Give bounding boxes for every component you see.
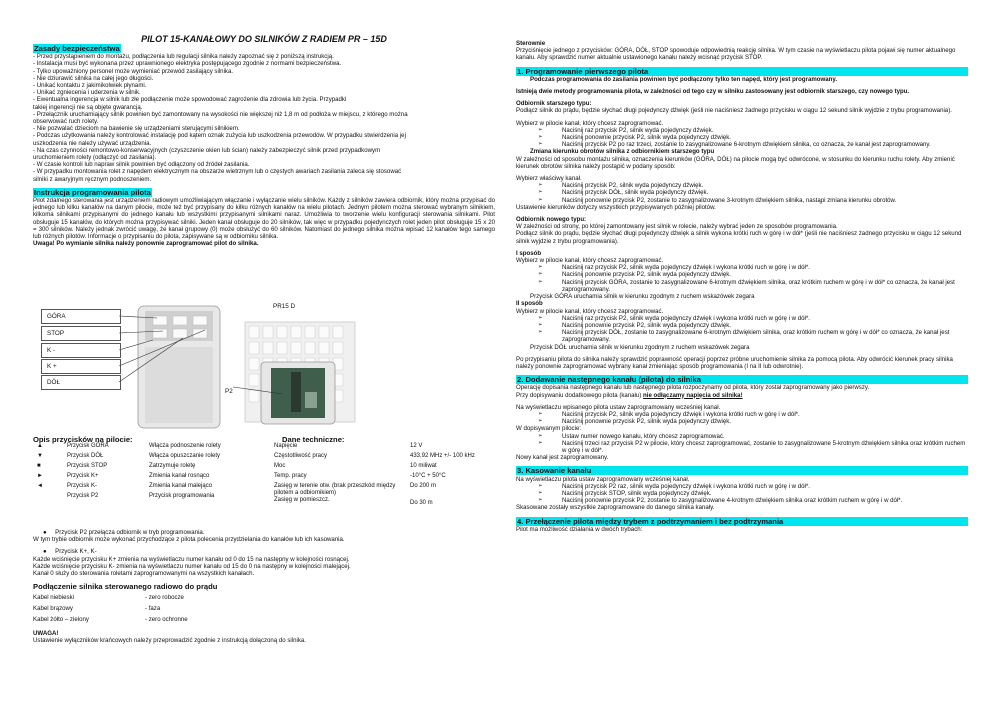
safety-line: - Przełącznik uruchamiający silnik powinien być zamontowany na wysokości nie większej niż 1,8 m od podłoża w miejscu, z którego można [33,110,408,118]
safety-line: - Podczas użytkowania należy kontrolować instalację pod kątem oznak zużycia lub uszkodzenia przewodów. W przypadku stwierdzenia jej [33,132,406,140]
method-2-pick: Wybierz w pilocie kanał, który chcesz zaprogramować. [516,307,664,315]
section-1-heading: 1. Programowanie pierwszego pilota [516,67,968,76]
label-kplus: K + [47,363,57,370]
table-row [33,473,221,483]
new-receiver-title: Odbiornik nowego typu: [516,216,587,224]
k-note-1: Każde wciśnięcie przycisku K+ zmienia na wyświetlaczu numer kanału od 0 do 15 na następny w kolejności rosnącej. [33,555,350,563]
safety-heading: Zasady bezpieczeństwa [34,44,120,53]
table-row [33,603,188,614]
steering-text: Przyciśnięcie jednego z przycisków: GÓRA, DÓŁ, STOP spowoduje odpowiednią reakcję silnika. W tym czasie na wyświetlaczu pilota pojawi się numer aktualnego kanału. Aby sprawdzić numer aktualnie ustawionego kanału należy wcisnąć przycisk STOP. [516,47,956,62]
list-item: ➢ Naciśnij przycisk P2, silnik wyda pojedynczy dźwięk i wykona krótki ruch w górę i w dół*. [516,411,966,418]
table-row [274,483,475,497]
warning-text: Ustawienie wyłączników krańcowych należy przeprowadzić zgodnie z instrukcją dołączoną do silnika. [33,637,306,645]
model-label: PR15 D [273,303,296,310]
method-1-end: Przycisk GÓRA uruchamia silnik w kierunku zgodnym z ruchem wskazówek zegara [530,293,755,301]
list-item: ➢ Naciśnij ponownie przycisk P2, zostanie to zasygnalizowane 3-krotnym dźwiękiem silnika, nastąpi zmiana kierunku obrotów. [516,197,966,204]
left-symbol: ◄ [37,483,43,490]
button-desc: Włącza podnoszenie rolety [149,443,221,450]
p2-note-2: W tym trybie odbiornik może wykonać przychodzące z pilota polecenia przydzielania do kanałów lub ich kasowania. [33,536,345,544]
safety-line: - Ewentualna ingerencja w silnik lub złe podłączenie może spowodować zagrożenie dla zdrowia lub życia. Przypadki [33,96,347,104]
direction-end: Ustawienie kierunków dotyczy wszystkich przypisywanych później pilotów. [516,203,716,211]
section-1-methods: Istnieją dwie metody programowania pilota, w zależności od tego czy w silniku zastosowany jest odbiornik starszego, czy nowego typu. [516,88,910,96]
tech-heading: Dane techniczne: [282,435,345,444]
tech-key: Częstotliwość pracy [274,453,328,460]
safety-line: uszkodzenia nie należy używać urządzenia. [33,139,152,147]
button-desc: Włącza opuszczanie rolety [149,453,221,460]
tech-key: Napięcie [274,443,298,450]
button-name: Przycisk K- [67,483,97,490]
section-4-heading: 4. Przełączenie pilota między trybem z podtrzymaniem i bez podtrzymania [516,517,968,526]
stop-symbol: ■ [37,463,41,470]
method-2-title: II sposób [516,300,543,308]
safety-line: - W czasie kontroli lub napraw silnik powinien być odłączony od źródeł zasilania. [33,161,250,169]
safety-line: - Nie pozwalać dzieciom na bawienie się urządzeniami sterującymi silnikiem. [33,125,240,133]
wire-function: - zero ochronne [145,616,188,624]
new-receiver-text-1: W zależności od strony, po której zamontowany jest silnik w rolecie, należy wybrać jeden ze sposobów programowania. [516,223,838,231]
section-2-end: Nowy kanał jest zaprogramowany. [516,454,609,462]
tech-value: Do 200 m [410,483,437,490]
safety-line: - Przed przystąpieniem do montażu, podłączenia lub regulacji silnika należy zapoznać się z poniższą instrukcją. [33,53,334,61]
list-item: ➢ Naciśnij przycisk P2, silnik wyda pojedynczy dźwięk. [516,182,966,189]
safety-line: - Tylko upoważniony personel może wymieniać przewód zasilający silnika. [33,67,234,75]
safety-line: silniki z awaryjnym ręcznym podnoszeniem. [33,175,152,183]
list-item: ➢ Naciśnij ponownie przycisk P2, silnik wyda pojedynczy dźwięk. [516,322,966,329]
programming-heading: Instrukcja programowania pilota [34,187,151,197]
wiring-table [33,592,188,625]
wiring-heading: Podłączenie silnika sterowanego radiowo do prądu [33,582,218,592]
list-item: ➢ Naciśnij ponownie przycisk P2, silnik wyda pojedynczy dźwięk. [516,271,966,278]
tech-value: -10°C + 50°C [410,473,446,480]
safety-line: - Instalacja musi być wykonana przez uprawnionego elektryka postępującego zgodnie z normami bezpieczeństwa. [33,60,342,68]
section-2-pick: Na wyświetlaczu wpisanego pilota ustaw zaprogramowany wcześniej kanał. [516,403,721,411]
method-1-pick: Wybierz w pilocie kanał, który chcesz zaprogramować. [516,257,664,265]
safety-line: takiej ingerencji nie są objęte gwarancją. [33,103,143,111]
up-symbol: ▲ [37,443,43,450]
tech-value: 12 V [410,443,423,450]
safety-line: - Na czas czynności remontowo-konserwacyjnych (czyszczenie okien lub ścian) należy zabezpieczyć silnik przed przypadkowym [33,146,381,154]
wire-name: Kabel żółto – zielony [33,616,89,624]
p2-note-1: ● Przycisk P2 przełącza odbiornik w tryb programowania. [43,529,205,536]
table-row [274,473,475,483]
section-2-text-2: Przy dopisywaniu dodatkowego pilota (kanału) nie odłączamy napięcia od silnika! [516,391,743,399]
section-2-heading: 2. Dodawanie następnego kanału (pilota) do silnika [516,375,968,384]
k-note-2: Każde wciśnięcie przycisku K- zmienia na wyświetlaczu numer kanału od 15 do 0 na następny w kolejności malejącej. [33,562,351,570]
list-item: ➢ Naciśnij przycisk P2 po raz trzeci, zostanie to zasygnalizowane 6-krotnym dźwiękiem silnika, co oznacza, że kanał jest zaprogramowany. [516,141,966,148]
safety-line: - Unikać zgniecenia i uderzenia w silnik. [33,89,141,97]
button-desc: Przycisk programowania [149,493,215,500]
button-name: Przycisk STOP [67,463,108,470]
down-symbol: ▼ [37,453,43,460]
label-stop: STOP [47,330,65,337]
k-note-3: Kanał 0 służy do sterowania roletami zaprogramowanymi na wszystkich kanałach. [33,570,255,578]
table-row [33,443,221,453]
left-column [33,34,495,247]
list-item: ➢ Naciśnij trzeci raz przycisk P2 w pilocie, który chcesz zaprogramować, zostanie to zasygnalizowane 5-krotnym dźwiękiem silnika oraz krótkim ruchem w górę i w dół*. [516,440,966,454]
right-column [516,40,966,533]
section-4-text: Pilot ma możliwość działania w dwóch trybach: [516,525,643,533]
safety-line: - W przypadku montowania rolet z napędem elektrycznym na obszarze wietrznym lub o częstych awariach zasilania zaleca się stosować [33,168,402,176]
label-up: GÓRA [47,313,66,320]
wire-function: - zero robocze [145,594,184,602]
programming-body: Pilot zdalnego sterowania jest urządzeniem radiowym umożliwiającym włączanie i wyłączanie wielu silników. Każdy z silników zawiera odbiornik, który można przypisać do jednego lub kilku kanałów na danym pilocie, może też być przypisany do kilku różnych kanałów na wielu pilotach. Jednym pilotem można sterować wybranym silnikiem, kilkoma silnikami przypisanymi do jednego kanału lub wszystkimi przypisanymi silnikami naraz. Umożliwia to tworzenie wielu konfiguracji sterowania silnikami. Pilot obsługuje 15 kanałów, do których można przypisywać silniki. Jeden kanał obsługuje do 20 silników, tak więc w przypadku pojedynczych rolet jeden pilot obsługuje 15 x 20 = 300 silników. Należy jednak zwrócić uwagę, że kanał grupowy (0) może obsłużyć do 60 silników. Natomiast do jednego silnika można wpisać 12 kanałów tego samego lub różnych pilotów. Informacje o przypisaniu do pilota, zapisywane są w odbiorniku silnika. [33,197,495,241]
tech-key: Zasięg w terenie otw. (brak przeszkód między pilotem a odbiornikiem) [274,483,396,497]
right-symbol: ► [37,473,43,480]
safety-list [33,53,495,183]
list-item: ➢ Ustaw numer nowego kanału, który chcesz zaprogramować. [516,433,966,440]
label-down: DÓŁ [47,379,60,386]
button-name: Przycisk K+ [67,473,99,480]
safety-line: obserwować ruch rolety. [33,118,99,126]
safety-line: - Nie dziurawić silnika na całej jego długości. [33,74,154,82]
steering-title: Sterownie [516,40,546,47]
list-item: ➢ Naciśnij przycisk DÓŁ, zostanie to zasygnalizowane 6-krotnym dźwiękiem silnika, oraz krótkim ruchem w górę i w dół* co oznacza, że kanał jest zaprogramowany. [516,329,966,343]
new-receiver-text-2: Podłącz silnik do prądu, będzie słychać długi pojedynczy dźwięk a silnik wykona krótki ruch w górę i w dół* (jeśli nie naciśniesz żadnego przycisku w ciągu 12 sekund silnik wyjdzie z trybu programowania). [516,230,962,245]
wire-function: - faza [145,605,161,613]
tech-value: 10 miliwat [410,463,437,470]
list-item: ➢ Naciśnij przycisk STOP, silnik wyda pojedynczy dźwięk. [516,490,966,497]
wire-name: Kabel brązowy [33,605,73,613]
tech-value: 433,92 MHz +/- 100 kHz [410,453,475,460]
table-row [274,453,475,463]
old-receiver-title: Odbiornik starszego typu: [516,100,592,108]
direction-pick: Wybierz właściwy kanał. [516,175,582,183]
table-row [33,493,221,503]
tech-key: Moc [274,463,286,470]
list-item: ➢ Naciśnij przycisk DÓŁ, silnik wyda pojedynczy dźwięk. [516,189,966,196]
programming-warning: Uwaga! Po wymianie silnika należy ponownie zaprogramować pilot do silnika. [33,240,259,248]
list-item: ➢ Naciśnij raz przycisk P2, silnik wyda pojedynczy dźwięk i wykona krótki ruch w górę i w dół*. [516,315,966,322]
list-item: ➢ Naciśnij przycisk P2 raz, silnik wyda pojedynczy dźwięk i wykona krótki ruch w górę i w dół*. [516,483,966,490]
list-item: ➢ Naciśnij ponownie przycisk P2, zostanie to zasygnalizowane 4-krotnym dźwiękiem silnika oraz krótkim ruchem w górę i w dół*. [516,497,966,504]
section-3-end: Skasowane zostały wszystkie zaprogramowane do danego silnika kanały. [516,504,715,512]
table-row [33,614,188,625]
section-1-sub: Podczas programowania do zasilania powinien być podłączony tylko ten napęd, który jest programowany. [530,75,838,83]
remote-front [138,306,220,428]
old-pick: Wybierz w pilocie kanał, który chcesz zaprogramować. [516,119,664,127]
safety-line: - Unikać kontaktu z jakimikolwiek płynami. [33,82,147,90]
wire-name: Kabel niebieski [33,594,74,602]
label-kminus: K - [47,347,56,354]
direction-text: W zależności od sposobu montażu silnika, oznaczenia kierunków (GÓRA, DÓŁ) na pilocie mogą być odwrócone, w stosunku do kierunku ruchu rolety. Aby zmienić kierunek obrotów silnika należy postąpić w podany sposób: [516,155,955,170]
notes-section [33,529,495,645]
section-3-pick: Na wyświetlaczu pilota ustaw zaprogramowany wcześniej kanał. [516,475,690,483]
table-row [33,483,221,493]
table-row [274,463,475,473]
tech-key: Temp. pracy [274,473,307,480]
tech-table [274,436,494,510]
button-name: Przycisk DÓŁ [67,453,104,460]
table-row [33,592,188,603]
button-name: Przycisk P2 [67,493,99,500]
buttons-heading: Opis przycisków na pilocie: [33,435,133,444]
table-row [33,463,221,473]
table-row [33,453,221,463]
table-row [274,443,475,453]
buttons-table [33,436,263,503]
button-desc: Zatrzymuje roletę [149,463,196,470]
section-2-new-pilot: W dopisywanym pilocie: [516,425,582,433]
method-1-title: I sposób [516,249,542,257]
tech-key: Zasięg w pomieszcz. [274,497,330,504]
list-item: ➢ Naciśnij ponownie przycisk P2, silnik wyda pojedynczy dźwięk. [516,134,966,141]
method-2-end: Przycisk DÓŁ uruchamia silnik w kierunku zgodnym z ruchem wskazówek zegara [530,343,750,351]
section-3-heading: 3. Kasowanie kanału [516,466,968,475]
section-2-text-1: Operację dopisania następnego kanału lub następnego pilota rozpoczynamy od pilota, który został zaprogramowany jako pierwszy. [516,384,870,392]
k-note-title: ● Przycisk K+, K- [43,548,97,556]
list-item: ➢ Naciśnij raz przycisk P2, silnik wyda pojedynczy dźwięk i wykona krótki ruch w górę i w dół*. [516,264,966,271]
list-item: ➢ Naciśnij raz przycisk P2, silnik wyda pojedynczy dźwięk. [516,127,966,134]
warning-title: UWAGA! [33,630,59,638]
p2-label: P2 [225,388,233,395]
tech-value: Do 30 m [410,500,433,507]
remote-figure [33,302,433,430]
direction-title: Zmiana kierunku obrotów silnika z odbiornikiem starszego typu [530,148,715,156]
document-title: PILOT 15-KANAŁOWY DO SILNIKÓW Z RADIEM PR – 15D [141,34,387,44]
safety-line: uruchomieniem rolety (odłączyć od zasilania). [33,154,157,162]
button-desc: Zmienia kanał malejąco [149,483,213,490]
table-row [274,497,475,510]
button-desc: Zmienia kanał rosnąco [149,473,210,480]
old-receiver-text: Podłącz silnik do prądu, będzie słychać długi pojedynczy dźwięk (jeśli nie naciśniesz żadnego przycisku w ciągu 12 sekund silnik wyjdzie z trybu programowania). [516,107,952,115]
button-name: Przycisk GÓRA [67,443,109,450]
list-item: ➢ Naciśnij przycisk GÓRA, zostanie to zasygnalizowane 6-krotnym dźwiękiem silnika, oraz krótkim ruchem w górę i w dół* co oznacza, że kanał jest zaprogramowany. [516,279,966,293]
button-symbol [33,493,67,503]
check-text: Po przypisaniu pilota do silnika należy sprawdzić poprawność operacji poprzez próbne uruchomienie silnika za pomocą pilota. Aby odwrócić kierunek pracy silnika należy ponownie zaprogramować wybrany kanał zmieniając sposób programowania (I na II lub odwrotnie). [516,355,953,370]
list-item: ➢ Naciśnij ponownie przycisk P2, silnik wyda pojedynczy dźwięk. [516,418,966,425]
remote-back [261,362,335,424]
